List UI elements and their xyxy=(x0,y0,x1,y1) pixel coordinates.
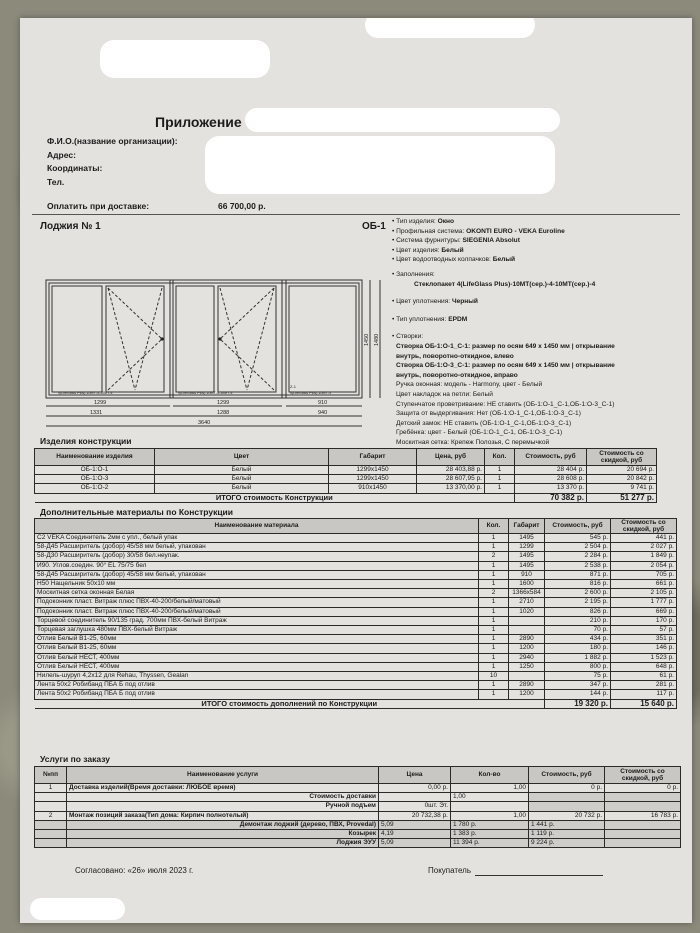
total-cost: 19 320 р. xyxy=(545,699,611,708)
height-a: 1450 xyxy=(364,333,370,346)
product-code: ОБ-1 xyxy=(362,221,386,232)
product-spec xyxy=(392,217,615,447)
constructions-table xyxy=(34,448,657,503)
spec-line: • Цвет изделия: Белый xyxy=(392,246,464,254)
table-row: Стоимость доставки 1,00 xyxy=(35,793,681,802)
table-row: 2 Монтаж позиций заказа(Тип дома: Кирпич полнотелый) 20 732,38 р. 1,00 20 732 р. 16 783 р. xyxy=(35,811,681,820)
total-label: ИТОГО стоимость Конструкции xyxy=(35,493,515,502)
dim-mid1: 1299 xyxy=(217,400,230,406)
col-header: Наименование услуги xyxy=(67,767,379,784)
total-row xyxy=(35,699,677,708)
extra-line: Защита от выдергивания: Нет (ОБ-1:О-1_С-1,ОБ-1:О-3_С-1) xyxy=(396,410,581,418)
dim-mid2: 1288 xyxy=(217,410,230,416)
coords-label: Координаты: xyxy=(47,163,103,173)
spec-line: • Система фурнитуры: SIEGENIA Absolut xyxy=(392,237,520,245)
sash-line: внутрь, поворотно-откидное, влево xyxy=(396,352,514,360)
dim-right: 910 xyxy=(318,400,328,406)
glass-label: 4(LifeGlass Plus)-10МТ-4 xyxy=(290,391,331,395)
table-row: И90. Углов.соедин. 90° EL 75/75 бел 1 1495 2 538 р. 2 054 р. xyxy=(35,561,677,570)
constructions-title: Изделия конструкции xyxy=(40,436,132,446)
redaction-title xyxy=(245,108,560,132)
fio-label: Ф.И.О.(название организации): xyxy=(47,136,178,146)
sash-line: Створка ОБ-1:О-1_С-1: размер по осям 649 x 1450 мм | открывание xyxy=(396,342,615,350)
table-row: Н50 Нащельник 50х10 мм 1 1600 816 р. 661 р. xyxy=(35,580,677,589)
col-header: Цвет xyxy=(155,449,329,466)
glass-label: 4(LifeGlass Plus)-10МТ-4-10МТ-4 xyxy=(178,391,233,395)
table-row: Лента 50х2 Робибанд ПБА Б под отлив 1 2890 347 р. 281 р. xyxy=(35,681,677,690)
table-row: Подоконник пласт. Витраж плюс ПВХ-40-200/белый/матовый 1 2710 2 195 р. 1 777 р. xyxy=(35,598,677,607)
col-header: Стоимость, руб xyxy=(529,767,605,784)
glass-label: 4(LifeGlass Plus)-10МТ-4-10МТ-4 xyxy=(58,391,113,395)
extra-line: Ступенчатое проветривание: НЕ ставить (ОБ-1:О-1_С-1,ОБ-1:О-3_С-1) xyxy=(396,400,615,408)
agreed-date: Согласовано: «26» июля 2023 г. xyxy=(75,866,194,875)
table-header-row xyxy=(35,767,681,784)
table-row: 58-Д45 Расширитель (добор) 45/58 мм белый, упакован 1 910 871 р. 705 р. xyxy=(35,570,677,579)
table-row: Отлив Белый НЕСТ, 400мм 1 1250 800 р. 648 р. xyxy=(35,662,677,671)
seal-type-line: • Тип уплотнения: EPDM xyxy=(392,315,468,323)
phone-label: Тел. xyxy=(47,177,65,187)
total-cost: 70 382 р. xyxy=(515,493,587,502)
materials-table xyxy=(34,518,677,709)
sash-left xyxy=(106,286,164,392)
sash-label: • Створки: xyxy=(392,333,424,341)
extra-line: Ручка оконная: модель - Harmony, цвет - Белый xyxy=(396,381,543,389)
table-row: 58-Д45 Расширитель (добор) 45/58 мм белый, упакован 1 1299 2 504 р. 2 027 р. xyxy=(35,543,677,552)
col-header: Цена xyxy=(379,767,451,784)
height-b: 1480 xyxy=(374,333,380,346)
room-title: Лоджия № 1 xyxy=(40,221,101,232)
table-row: Москитная сетка оконная Белая 2 1366x584 2 600 р. 2 105 р. xyxy=(35,589,677,598)
table-row: Отлив Белый В1-25, 60мм 1 2890 434 р. 351 р. xyxy=(35,635,677,644)
col-header: Наименование изделия xyxy=(35,449,155,466)
redaction-bottom-left xyxy=(30,898,125,920)
services-title: Услуги по заказу xyxy=(40,754,110,764)
extra-line: Детский замок: НЕ ставить (ОБ-1:О-1_С-1,ОБ-1:О-3_С-1) xyxy=(396,419,572,427)
pay-label: Оплатить при доставке: xyxy=(47,201,150,211)
col-header: Стоимость со скидкой, руб xyxy=(605,767,681,784)
redaction-top-left xyxy=(100,40,270,78)
buyer-label: Покупатель xyxy=(428,866,471,875)
table-row: Лента 50х2 Робибанд ПБА Б под отлив 1 1200 144 р. 117 р. xyxy=(35,690,677,699)
col-header: Кол-во xyxy=(451,767,529,784)
total-discount: 51 277 р. xyxy=(587,493,657,502)
table-row: 58-Д30 Расширитель (добор) 30/58 бел.неупак. 2 1495 2 284 р. 1 849 р. xyxy=(35,552,677,561)
materials-title: Дополнительные материалы по Конструкции xyxy=(40,507,234,517)
dim-top-left: 1299 xyxy=(94,400,107,406)
table-row: Лоджия ЭУУ 5,09 11 394 р. 9 224 р. xyxy=(35,839,681,848)
corner-label: Z-1 xyxy=(290,384,296,389)
col-header: Кол. xyxy=(485,449,515,466)
total-label: ИТОГО стоимость дополнений по Конструкции xyxy=(35,699,545,708)
dim-right2: 940 xyxy=(318,410,328,416)
total-row xyxy=(35,493,657,502)
sash-line: Створка ОБ-1:О-3_С-1: размер по осям 649 x 1450 мм | открывание xyxy=(396,362,615,370)
col-header: Габарит xyxy=(509,519,545,534)
frame-outer xyxy=(46,280,362,398)
redaction-top-right xyxy=(365,18,535,38)
col-header: Наименование материала xyxy=(35,519,479,534)
table-row: ОБ-1:О-3 Белый 1299x1450 28 607,95 р. 1 28 608 р. 20 842 р. xyxy=(35,475,657,484)
fill-value: Стеклопакет 4(LifeGlass Plus)-10МТ(сер.)-4-10МТ(сер.)-4 xyxy=(414,280,596,288)
table-header-row xyxy=(35,519,677,534)
table-row: Отлив Белый НЕСТ, 400мм 1 2940 1 882 р. 1 523 р. xyxy=(35,653,677,662)
frame-inner xyxy=(49,283,359,395)
table-row: Нилель-шуруп 4,2х12 для Rehau, Thyssen, Gealan 10 75 р. 61 р. xyxy=(35,672,677,681)
col-header: Кол. xyxy=(479,519,509,534)
table-header-row xyxy=(35,449,657,466)
header-divider xyxy=(32,214,680,215)
table-row: ОБ-1:О-1 Белый 1299x1450 28 403,88 р. 1 28 404 р. 20 694 р. xyxy=(35,466,657,475)
redaction-client-info xyxy=(205,136,555,194)
col-header: Стоимость со скидкой, руб xyxy=(587,449,657,466)
window-drawing xyxy=(32,276,392,438)
col-header: Габарит xyxy=(329,449,417,466)
extra-line: Цвет накладок на петли: Белый xyxy=(396,390,493,398)
table-row: Подоконник пласт. Витраж плюс ПВХ-40-200/белый/матовый 1 1020 826 р. 669 р. xyxy=(35,607,677,616)
table-row: Торцевая заглушка 480мм ПВХ-белый Витраж 1 70 р. 57 р. xyxy=(35,626,677,635)
seal-line: • Цвет уплотнения: Черный xyxy=(392,298,478,306)
document-sheet xyxy=(20,18,692,923)
table-row: Ручной подъем 0шт. Эт. xyxy=(35,802,681,811)
sash-right xyxy=(218,286,276,392)
col-header: Стоимость со скидкой, руб xyxy=(611,519,677,534)
col-header: Стоимость, руб xyxy=(545,519,611,534)
extra-line: Гребёнка: цвет - Белый (ОБ-1:О-1_С-1, ОБ-1:О-3_С-1) xyxy=(396,429,563,437)
fill-label: • Заполнения: xyxy=(392,270,435,278)
services-table xyxy=(34,766,681,848)
table-row: C2 VEKA Соединитель 2мм с упл., белый упак 1 1495 545 р. 441 р. xyxy=(35,534,677,543)
col-header: Стоимость, руб xyxy=(515,449,587,466)
dim-total: 3640 xyxy=(198,420,211,426)
address-label: Адрес: xyxy=(47,150,76,160)
col-header: Цена, руб xyxy=(417,449,485,466)
spec-line: • Цвет водоотводных колпачков: Белый xyxy=(392,256,516,264)
pay-value: 66 700,00 р. xyxy=(218,201,266,211)
col-header: №пп xyxy=(35,767,67,784)
table-row: ОБ-1:О-2 Белый 910x1450 13 370,00 р. 1 13 370 р. 9 741 р. xyxy=(35,484,657,493)
table-row: Козырек 4,19 1 383 р. 1 119 р. xyxy=(35,830,681,839)
page-title: Приложение xyxy=(155,114,242,130)
total-discount: 15 640 р. xyxy=(611,699,677,708)
dim-left: 1331 xyxy=(90,410,103,416)
table-row: Торцевой соединитель 90/135 град. 700мм ПВХ-белый Витраж 1 210 р. 170 р. xyxy=(35,616,677,625)
table-row: 1 Доставка изделий(Время доставки: ЛЮБОЕ время) 0,00 р. 1,00 0 р. 0 р. xyxy=(35,784,681,793)
table-row: Демонтаж лоджий (дерево, ПВХ, Provedal) 5,09 1 780 р. 1 441 р. xyxy=(35,820,681,829)
table-row: Отлив Белый В1-25, 60мм 1 1200 180 р. 146 р. xyxy=(35,644,677,653)
extra-line: Москитная сетка: Крепеж Полозья, С перемычкой xyxy=(396,438,550,446)
spec-line: • Профильная система: OKONTI EURO - VEKA Euroline xyxy=(392,227,565,235)
sash-line: внутрь, поворотно-откидное, вправо xyxy=(396,371,518,379)
spec-line: • Тип изделия: Окно xyxy=(392,218,455,225)
buyer-signature-line xyxy=(475,875,603,876)
